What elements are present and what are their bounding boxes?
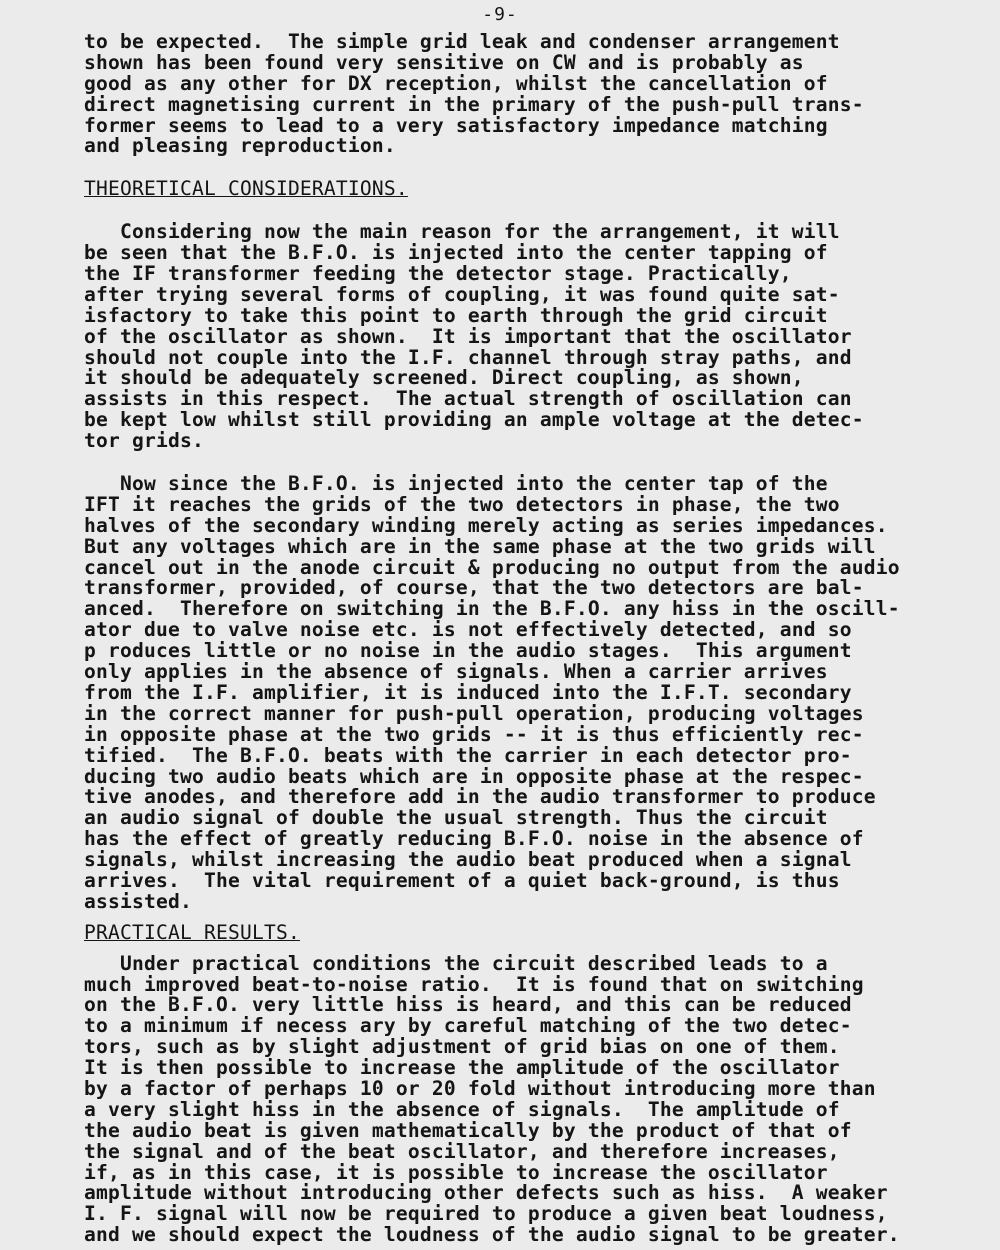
text-line: after trying several forms of coupling, it was found quite sat-: [84, 282, 840, 306]
text-line: ator due to valve noise etc. is not effectively detected, and so: [84, 618, 852, 642]
text-line: assists in this respect. The actual strength of oscillation can: [84, 387, 852, 411]
text-line: tive anodes, and therefore add in the audio transformer to produce: [84, 785, 876, 809]
text-line: direct magnetising current in the primary of the push-pull trans-: [84, 92, 864, 116]
text-line: p roduces little or no noise in the audio stages. This argument: [84, 639, 852, 663]
text-line: It is then possible to increase the amplitude of the oscillator: [84, 1056, 840, 1080]
text-line: it should be adequately screened. Direct coupling, as shown,: [84, 366, 804, 390]
text-line: should not couple into the I.F. channel through stray paths, and: [84, 345, 852, 369]
text-line: by a factor of perhaps 10 or 20 fold without introducing more than: [84, 1076, 876, 1100]
text-line: to a minimum if necess ary by careful matching of the two detec-: [84, 1014, 852, 1038]
text-line: ducing two audio beats which are in opposite phase at the respec-: [84, 764, 864, 788]
text-line: of the oscillator as shown. It is important that the oscillator: [84, 324, 852, 348]
text-line: has the effect of greatly reducing B.F.O. noise in the absence of: [84, 827, 864, 851]
text-line: cancel out in the anode circuit & producing no output from the audio: [84, 555, 900, 579]
text-line: former seems to lead to a very satisfactory impedance matching: [84, 113, 828, 137]
text-line: I. F. signal will now be required to produce a given beat loudness,: [84, 1202, 888, 1226]
section-heading-theoretical: THEORETICAL CONSIDERATIONS.: [84, 177, 408, 201]
text-line: only applies in the absence of signals. When a carrier arrives: [84, 660, 828, 684]
text-line: anced. Therefore on switching in the B.F.O. any hiss in the oscill-: [84, 597, 900, 621]
text-line: good as any other for DX reception, whilst the cancellation of: [84, 71, 828, 95]
text-line: Under practical conditions the circuit described leads to a: [84, 951, 828, 975]
text-line: the audio beat is given mathematically by the product of that of: [84, 1118, 852, 1142]
text-line: Now since the B.F.O. is injected into the center tap of the: [84, 472, 828, 496]
text-line: an audio signal of double the usual strength. Thus the circuit: [84, 806, 828, 830]
text-line: transformer, provided, of course, that the two detectors are bal-: [84, 576, 864, 600]
text-line: arrives. The vital requirement of a quiet back-ground, is thus: [84, 868, 840, 892]
text-line: IFT it reaches the grids of the two detectors in phase, the two: [84, 492, 840, 516]
text-line: if, as in this case, it is possible to increase the oscillator: [84, 1160, 828, 1184]
text-line: on the B.F.O. very little hiss is heard, and this can be reduced: [84, 993, 852, 1017]
text-line: a very slight hiss in the absence of signals. The amplitude of: [84, 1097, 840, 1121]
document-body: [84, 32, 964, 1246]
text-line: Considering now the main reason for the arrangement, it will: [84, 220, 840, 244]
text-line: and we should expect the loudness of the audio signal to be greater.: [84, 1223, 900, 1247]
theoretical-paragraph-1: [84, 222, 964, 452]
page-number: -9-: [482, 4, 518, 25]
text-line: tor grids.: [84, 429, 204, 453]
text-line: signals, whilst increasing the audio beat produced when a signal: [84, 848, 852, 872]
text-line: tors, such as by slight adjustment of grid bias on one of them.: [84, 1035, 840, 1059]
text-line: from the I.F. amplifier, it is induced into the I.F.T. secondary: [84, 680, 852, 704]
intro-paragraph: [84, 32, 964, 157]
text-line: and pleasing reproduction.: [84, 134, 396, 158]
text-line: But any voltages which are in the same phase at the two grids will: [84, 534, 876, 558]
text-line: isfactory to take this point to earth through the grid circuit: [84, 303, 828, 327]
text-line: to be expected. The simple grid leak and condenser arrangement: [84, 30, 840, 53]
text-line: halves of the secondary winding merely acting as series impedances.: [84, 513, 888, 537]
theoretical-paragraph-2: [84, 474, 964, 913]
section-heading-practical: PRACTICAL RESULTS.: [84, 920, 300, 944]
text-line: in the correct manner for push-pull operation, producing voltages: [84, 701, 864, 725]
text-line: much improved beat-to-noise ratio. It is found that on switching: [84, 972, 864, 996]
text-line: be seen that the B.F.O. is injected into the center tapping of: [84, 241, 828, 265]
text-line: the IF transformer feeding the detector stage. Practically,: [84, 262, 792, 286]
text-line: the signal and of the beat oscillator, and therefore increases,: [84, 1139, 840, 1163]
text-line: be kept low whilst still providing an ample voltage at the detec-: [84, 408, 864, 432]
text-line: in opposite phase at the two grids -- it is thus efficiently rec-: [84, 722, 864, 746]
text-line: tified. The B.F.O. beats with the carrier in each detector pro-: [84, 743, 852, 767]
text-line: amplitude without introducing other defects such as hiss. A weaker: [84, 1181, 888, 1205]
practical-paragraph-1: [84, 951, 964, 1247]
text-line: assisted.: [84, 889, 192, 913]
text-line: shown has been found very sensitive on CW and is probably as: [84, 50, 804, 74]
